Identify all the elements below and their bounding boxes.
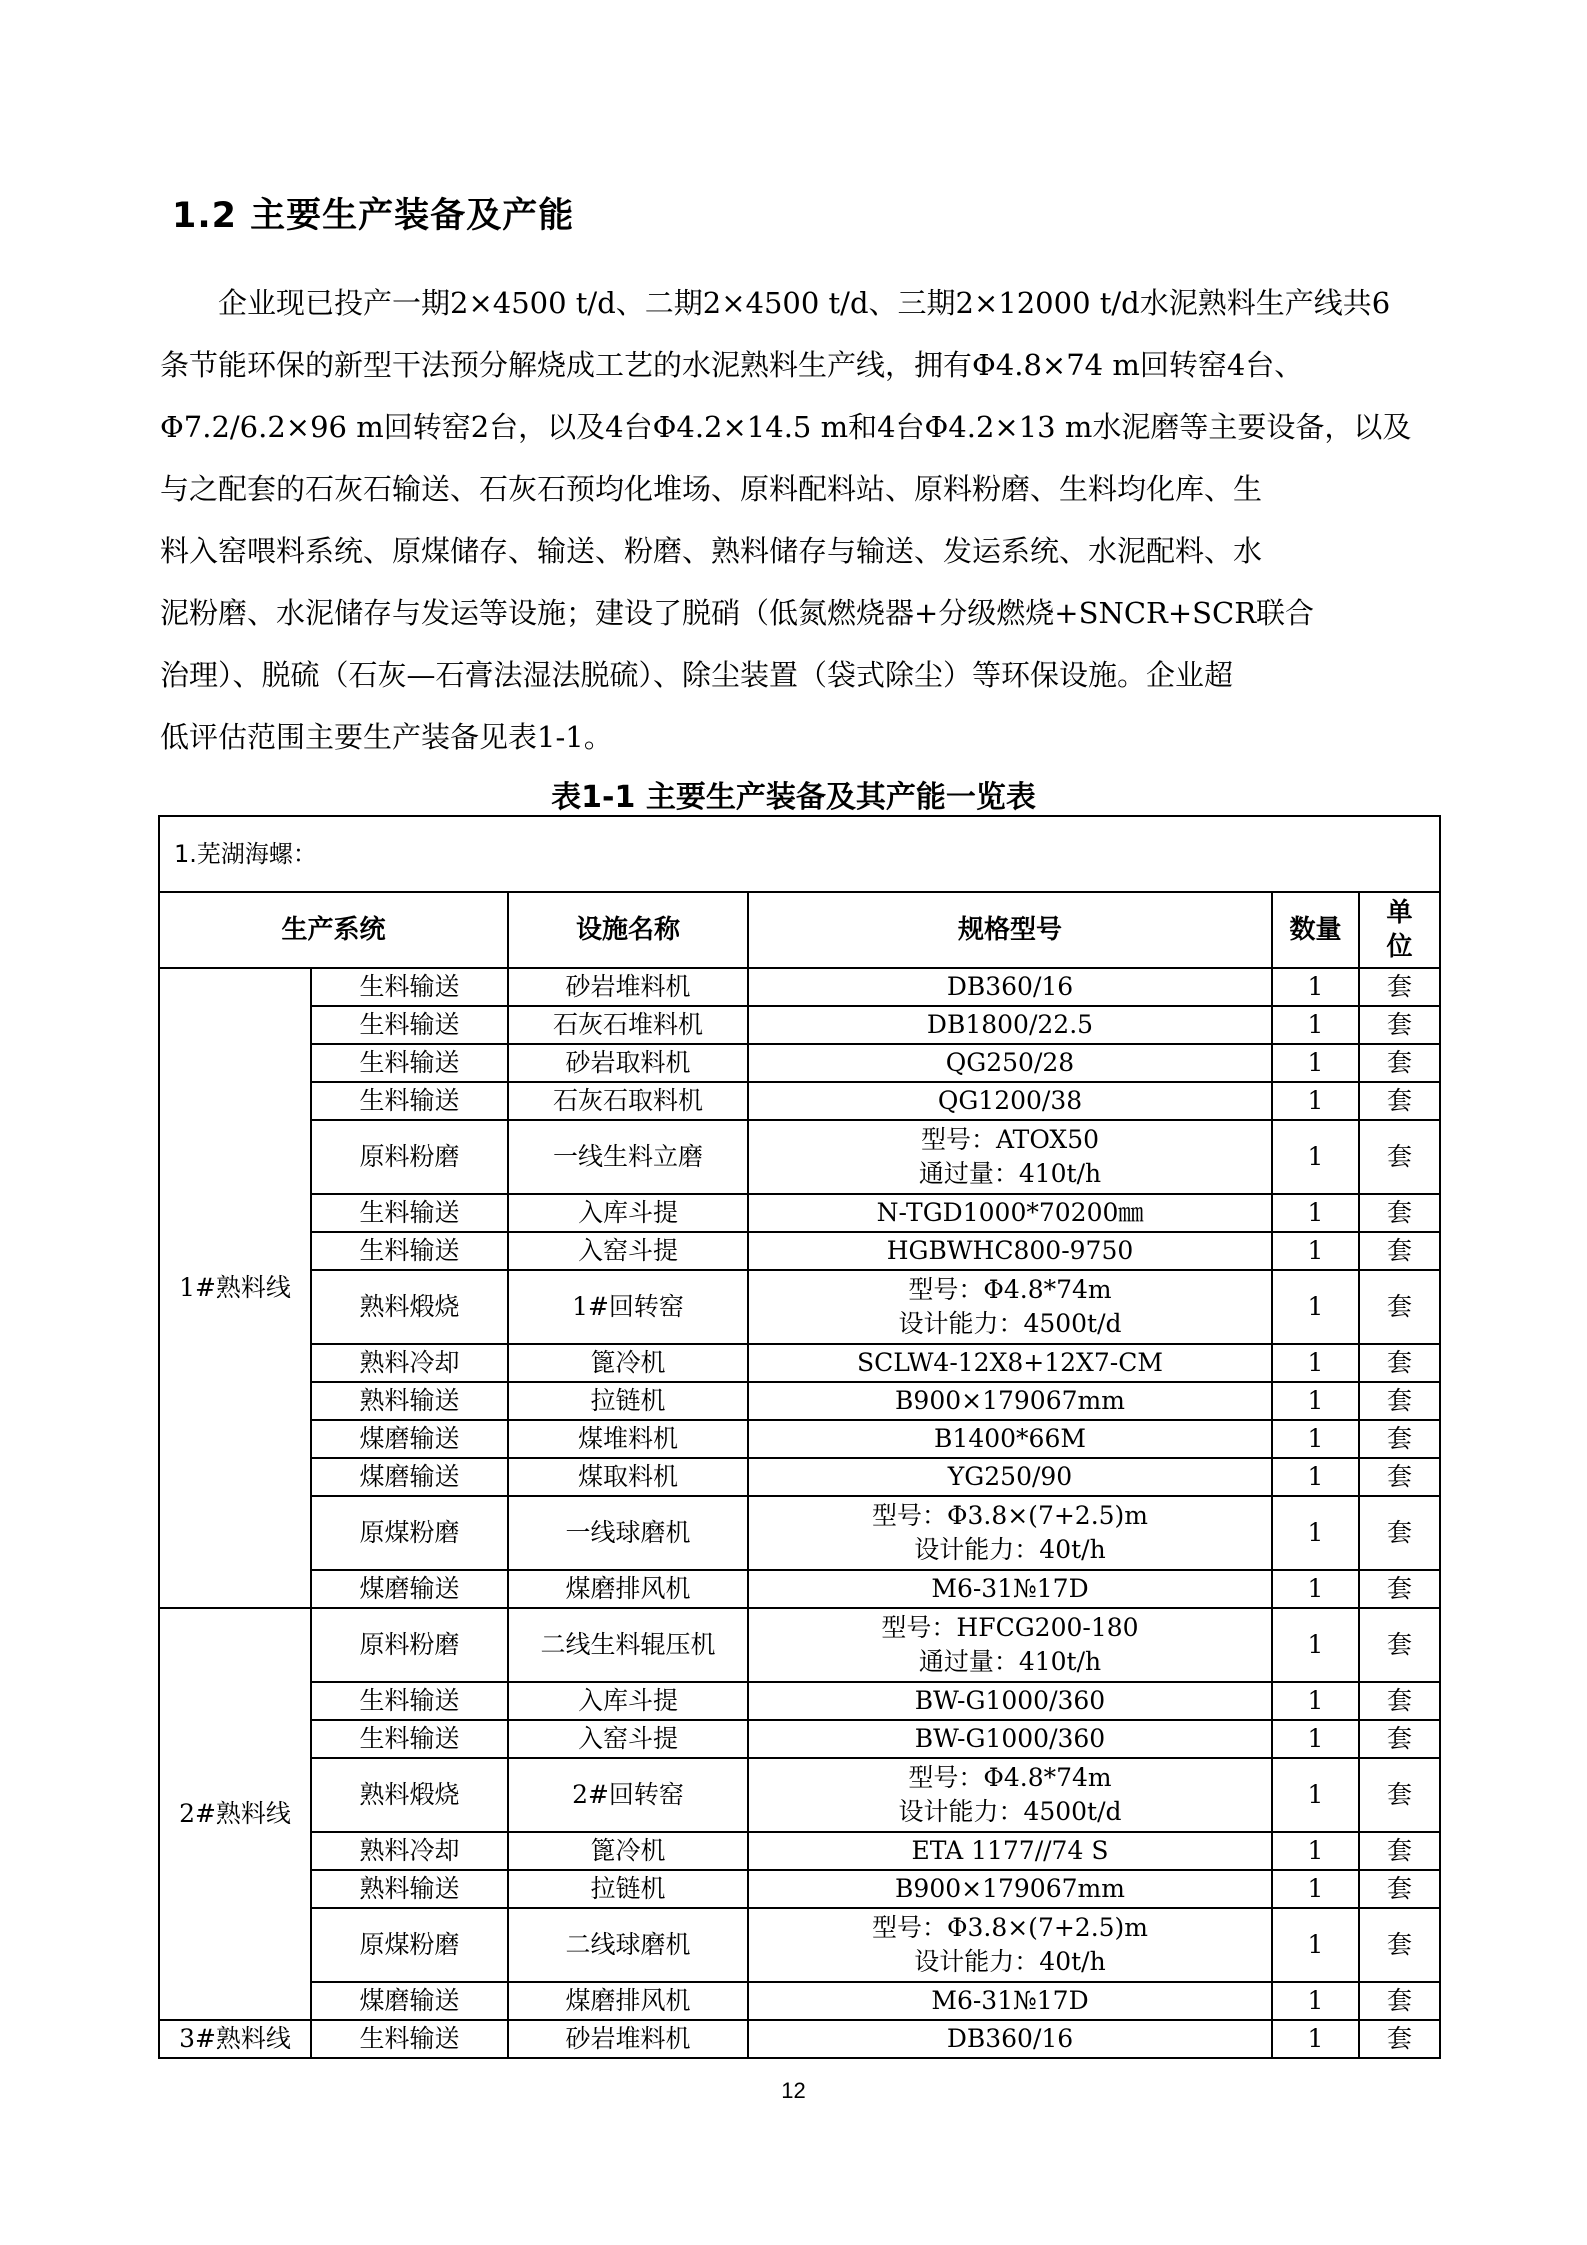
- unit-cell: 套: [1359, 1420, 1440, 1458]
- qty-cell: 1: [1272, 1496, 1359, 1570]
- facility-cell: 入库斗提: [508, 1194, 748, 1232]
- spec-cell: [748, 1344, 1272, 1382]
- unit-cell: 套: [1359, 1044, 1440, 1082]
- spec-cell: [748, 1908, 1272, 1982]
- qty-cell: 1: [1272, 1682, 1359, 1720]
- subsystem-cell: 生料输送: [311, 2020, 508, 2058]
- spec-line: 型号：Φ4.8*74m: [908, 1763, 1112, 1792]
- facility-cell: 1#回转窑: [508, 1270, 748, 1344]
- facility-cell: 2#回转窑: [508, 1758, 748, 1832]
- spec-line: 设计能力：40t/h: [914, 1947, 1106, 1976]
- table-row: [159, 1982, 1440, 2020]
- facility-cell: 拉链机: [508, 1382, 748, 1420]
- spec-line: M6-31№17D: [931, 1986, 1089, 2015]
- spec-cell: [748, 1982, 1272, 2020]
- spec-line: B900×179067mm: [895, 1874, 1125, 1903]
- facility-cell: 一线球磨机: [508, 1496, 748, 1570]
- table-row: [159, 1270, 1440, 1344]
- table-row: [159, 1006, 1440, 1044]
- table-row: [159, 1232, 1440, 1270]
- equipment-table: [158, 815, 1441, 2059]
- unit-cell: 套: [1359, 1570, 1440, 1608]
- table-row: [159, 1570, 1440, 1608]
- spec-line: 型号：Φ4.8*74m: [908, 1275, 1112, 1304]
- unit-cell: 套: [1359, 2020, 1440, 2058]
- subsystem-cell: 熟料输送: [311, 1870, 508, 1908]
- section-title: 1.2 主要生产装备及产能: [172, 196, 575, 236]
- spec-cell: [748, 1608, 1272, 1682]
- spec-line: BW-G1000/360: [914, 1686, 1106, 1715]
- paragraph-line: 料入窑喂料系统、原煤储存、输送、粉磨、熟料储存与输送、发运系统、水泥配料、水: [160, 534, 1263, 568]
- facility-cell: 篦冷机: [508, 1344, 748, 1382]
- table-row: [159, 1194, 1440, 1232]
- table-row: [159, 1720, 1440, 1758]
- header-facility: 设施名称: [508, 892, 748, 968]
- unit-cell: 套: [1359, 1496, 1440, 1570]
- subsystem-cell: 生料输送: [311, 1232, 508, 1270]
- table-row: [159, 1344, 1440, 1382]
- facility-cell: 砂岩堆料机: [508, 968, 748, 1006]
- qty-cell: 1: [1272, 1982, 1359, 2020]
- spec-cell: [748, 1270, 1272, 1344]
- table-row: [159, 1120, 1440, 1194]
- spec-line: 型号：Φ3.8×(7+2.5)m: [871, 1913, 1149, 1942]
- spec-cell: [748, 1832, 1272, 1870]
- subsystem-cell: 生料输送: [311, 968, 508, 1006]
- paragraph-line: 企业现已投产一期2×4500 t/d、二期2×4500 t/d、三期2×12000 t/d水泥熟料生产线共6: [160, 286, 1391, 320]
- spec-cell: [748, 2020, 1272, 2058]
- subsystem-cell: 熟料煅烧: [311, 1270, 508, 1344]
- table-row: [159, 1082, 1440, 1120]
- unit-cell: 套: [1359, 1832, 1440, 1870]
- spec-line: DB360/16: [946, 2024, 1074, 2053]
- facility-cell: 二线生料辊压机: [508, 1608, 748, 1682]
- unit-cell: 套: [1359, 1870, 1440, 1908]
- facility-cell: 二线球磨机: [508, 1908, 748, 1982]
- qty-cell: 1: [1272, 968, 1359, 1006]
- spec-line: 型号：ATOX50: [920, 1125, 1100, 1154]
- qty-cell: 1: [1272, 1006, 1359, 1044]
- facility-cell: 入库斗提: [508, 1682, 748, 1720]
- spec-cell: [748, 1720, 1272, 1758]
- spec-line: DB360/16: [946, 972, 1074, 1001]
- unit-cell: 套: [1359, 1270, 1440, 1344]
- table-row: [159, 1496, 1440, 1570]
- facility-cell: 煤取料机: [508, 1458, 748, 1496]
- subsystem-cell: 原料粉磨: [311, 1608, 508, 1682]
- qty-cell: 1: [1272, 1120, 1359, 1194]
- qty-cell: 1: [1272, 1720, 1359, 1758]
- spec-line: DB1800/22.5: [926, 1010, 1094, 1039]
- spec-line: 型号：Φ3.8×(7+2.5)m: [871, 1501, 1149, 1530]
- facility-cell: 入窑斗提: [508, 1720, 748, 1758]
- spec-line: 设计能力：4500t/d: [898, 1309, 1122, 1338]
- subsystem-cell: 生料输送: [311, 1194, 508, 1232]
- subsystem-cell: 熟料冷却: [311, 1832, 508, 1870]
- spec-line: YG250/90: [947, 1462, 1073, 1491]
- subsystem-cell: 熟料冷却: [311, 1344, 508, 1382]
- paragraph-line: 治理）、脱硫（石灰—石膏法湿法脱硫）、除尘装置（袋式除尘）等环保设施。企业超: [160, 658, 1234, 692]
- table-row: [159, 968, 1440, 1006]
- facility-cell: 煤堆料机: [508, 1420, 748, 1458]
- spec-cell: [748, 1120, 1272, 1194]
- unit-cell: 套: [1359, 1120, 1440, 1194]
- subsystem-cell: 煤磨输送: [311, 1982, 508, 2020]
- spec-line: B900×179067mm: [895, 1386, 1125, 1415]
- qty-cell: 1: [1272, 1344, 1359, 1382]
- qty-cell: 1: [1272, 1570, 1359, 1608]
- unit-cell: 套: [1359, 1344, 1440, 1382]
- paragraph-line: 泥粉磨、水泥储存与发运等设施；建设了脱硝（低氮燃烧器+分级燃烧+SNCR+SCR联合: [160, 596, 1315, 630]
- subsystem-cell: 熟料输送: [311, 1382, 508, 1420]
- line-name-cell: 1#熟料线: [159, 968, 311, 1608]
- subsystem-cell: 原料粉磨: [311, 1120, 508, 1194]
- facility-cell: 石灰石取料机: [508, 1082, 748, 1120]
- subsystem-cell: 原煤粉磨: [311, 1908, 508, 1982]
- subsystem-cell: 生料输送: [311, 1082, 508, 1120]
- subsystem-cell: 生料输送: [311, 1044, 508, 1082]
- header-unit: [1359, 892, 1440, 968]
- unit-cell: 套: [1359, 1194, 1440, 1232]
- page-number: 12: [781, 2078, 806, 2103]
- qty-cell: 1: [1272, 1832, 1359, 1870]
- table-group-title: 1.芜湖海螺：: [159, 816, 1440, 892]
- unit-cell: 套: [1359, 1682, 1440, 1720]
- facility-cell: 拉链机: [508, 1870, 748, 1908]
- subsystem-cell: 煤磨输送: [311, 1570, 508, 1608]
- facility-cell: 砂岩取料机: [508, 1044, 748, 1082]
- table-caption: 表1-1 主要生产装备及其产能一览表: [551, 780, 1036, 815]
- spec-line: SCLW4-12X8+12X7-CM: [857, 1348, 1163, 1377]
- qty-cell: 1: [1272, 1270, 1359, 1344]
- spec-cell: [748, 1682, 1272, 1720]
- facility-cell: 篦冷机: [508, 1832, 748, 1870]
- facility-cell: 石灰石堆料机: [508, 1006, 748, 1044]
- subsystem-cell: 原煤粉磨: [311, 1496, 508, 1570]
- unit-cell: 套: [1359, 1382, 1440, 1420]
- spec-cell: [748, 1082, 1272, 1120]
- spec-line: 设计能力：40t/h: [914, 1535, 1106, 1564]
- unit-cell: 套: [1359, 1982, 1440, 2020]
- spec-line: BW-G1000/360: [914, 1724, 1106, 1753]
- table-row: [159, 1758, 1440, 1832]
- qty-cell: 1: [1272, 1420, 1359, 1458]
- paragraph-line: 条节能环保的新型干法预分解烧成工艺的水泥熟料生产线，拥有Φ4.8×74 m回转窑4台、: [160, 348, 1304, 382]
- header-spec: 规格型号: [748, 892, 1272, 968]
- header-system: 生产系统: [159, 892, 508, 968]
- spec-cell: [748, 1758, 1272, 1832]
- spec-cell: [748, 1870, 1272, 1908]
- subsystem-cell: 煤磨输送: [311, 1458, 508, 1496]
- facility-cell: 煤磨排风机: [508, 1570, 748, 1608]
- spec-line: 通过量：410t/h: [918, 1647, 1102, 1676]
- spec-cell: [748, 1232, 1272, 1270]
- facility-cell: 煤磨排风机: [508, 1982, 748, 2020]
- qty-cell: 1: [1272, 1758, 1359, 1832]
- spec-line: N-TGD1000*70200㎜: [876, 1198, 1144, 1227]
- spec-line: ETA 1177//74 S: [911, 1836, 1109, 1865]
- table-row: [159, 1044, 1440, 1082]
- qty-cell: 1: [1272, 1382, 1359, 1420]
- qty-cell: 1: [1272, 1194, 1359, 1232]
- spec-cell: [748, 1006, 1272, 1044]
- spec-cell: [748, 1496, 1272, 1570]
- intro-paragraph: [160, 272, 1430, 768]
- table-row: [159, 1832, 1440, 1870]
- spec-cell: [748, 968, 1272, 1006]
- subsystem-cell: 生料输送: [311, 1720, 508, 1758]
- spec-line: 通过量：410t/h: [918, 1159, 1102, 1188]
- paragraph-line: 低评估范围主要生产装备见表1-1。: [160, 720, 613, 754]
- spec-line: B1400*66M: [934, 1424, 1086, 1453]
- paragraph-line: Φ7.2/6.2×96 m回转窑2台，以及4台Φ4.2×14.5 m和4台Φ4.2×13 m水泥磨等主要设备，以及: [160, 410, 1412, 444]
- line-name-cell: 3#熟料线: [159, 2020, 311, 2058]
- table-row: [159, 1682, 1440, 1720]
- spec-cell: [748, 1420, 1272, 1458]
- facility-cell: 一线生料立磨: [508, 1120, 748, 1194]
- unit-cell: 套: [1359, 1608, 1440, 1682]
- qty-cell: 1: [1272, 1458, 1359, 1496]
- unit-cell: 套: [1359, 1232, 1440, 1270]
- spec-cell: [748, 1194, 1272, 1232]
- header-unit-text: 单 位: [1386, 898, 1413, 962]
- unit-cell: 套: [1359, 1082, 1440, 1120]
- spec-line: 设计能力：4500t/d: [898, 1797, 1122, 1826]
- paragraph-line: 与之配套的石灰石输送、石灰石预均化堆场、原料配料站、原料粉磨、生料均化库、生: [160, 472, 1263, 506]
- spec-line: HGBWHC800-9750: [886, 1236, 1134, 1265]
- qty-cell: 1: [1272, 1870, 1359, 1908]
- spec-line: QG250/28: [945, 1048, 1075, 1077]
- qty-cell: 1: [1272, 1908, 1359, 1982]
- table-row: [159, 1382, 1440, 1420]
- qty-cell: 1: [1272, 1082, 1359, 1120]
- spec-cell: [748, 1570, 1272, 1608]
- spec-cell: [748, 1458, 1272, 1496]
- facility-cell: 入窑斗提: [508, 1232, 748, 1270]
- subsystem-cell: 生料输送: [311, 1006, 508, 1044]
- subsystem-cell: 煤磨输送: [311, 1420, 508, 1458]
- unit-cell: 套: [1359, 1458, 1440, 1496]
- table-row: [159, 1458, 1440, 1496]
- qty-cell: 1: [1272, 2020, 1359, 2058]
- unit-cell: 套: [1359, 968, 1440, 1006]
- subsystem-cell: 熟料煅烧: [311, 1758, 508, 1832]
- spec-line: 型号：HFCG200-180: [881, 1613, 1139, 1642]
- facility-cell: 砂岩堆料机: [508, 2020, 748, 2058]
- header-qty: 数量: [1272, 892, 1359, 968]
- table-row: [159, 1870, 1440, 1908]
- unit-cell: 套: [1359, 1720, 1440, 1758]
- unit-cell: 套: [1359, 1758, 1440, 1832]
- subsystem-cell: 生料输送: [311, 1682, 508, 1720]
- line-name-cell: 2#熟料线: [159, 1608, 311, 2020]
- table-row: [159, 1608, 1440, 1682]
- qty-cell: 1: [1272, 1232, 1359, 1270]
- spec-cell: [748, 1382, 1272, 1420]
- qty-cell: 1: [1272, 1608, 1359, 1682]
- table-row: [159, 2020, 1440, 2058]
- spec-cell: [748, 1044, 1272, 1082]
- spec-line: QG1200/38: [937, 1086, 1083, 1115]
- unit-cell: 套: [1359, 1908, 1440, 1982]
- qty-cell: 1: [1272, 1044, 1359, 1082]
- table-row: [159, 1908, 1440, 1982]
- table-row: [159, 1420, 1440, 1458]
- spec-line: M6-31№17D: [931, 1574, 1089, 1603]
- unit-cell: 套: [1359, 1006, 1440, 1044]
